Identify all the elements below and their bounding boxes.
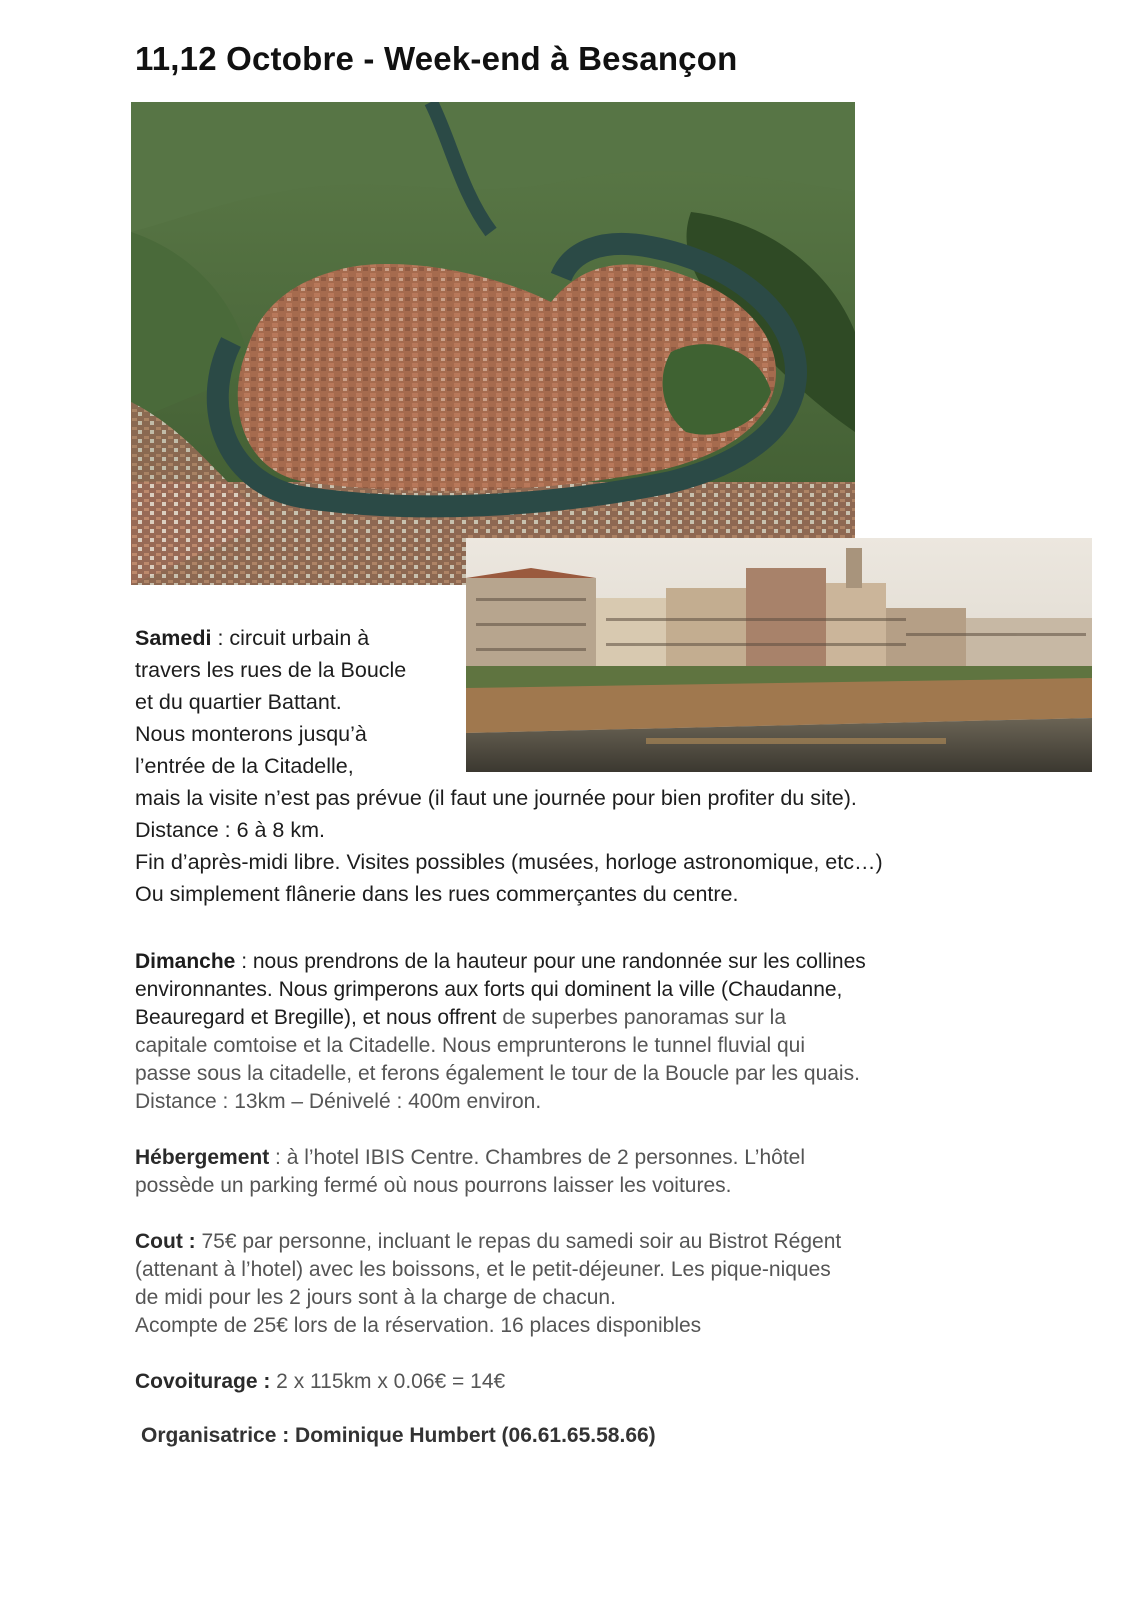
aerial-city-photo bbox=[131, 102, 855, 585]
hebergement-paragraph: Hébergement : à l’hotel IBIS Centre. Chambres de 2 personnes. L’hôtel possède un parking fermé où nous pourrons laisser les voitures. bbox=[135, 1146, 806, 1197]
cout-label: Cout : bbox=[135, 1230, 196, 1253]
samedi-paragraph-top: Samedi : circuit urbain à travers les rues de la Boucle et du quartier Battant. Nous monterons jusqu’à l’entrée de la Citadelle, bbox=[135, 626, 407, 778]
dimanche-paragraph: Dimanche : nous prendrons de la hauteur pour une randonnée sur les collines environnantes. Nous grimperons aux forts qui dominent la ville (Chaudanne, Beauregard et Bregille), et nous offrent de superbes panoramas sur la capitale comtoise et la Citadelle. Nous emprunterons le tunnel fluvial qui passe sous la citadelle, et ferons également le tour de la Boucle par les quais. Distance : 13km – Dénivelé : 400m environ. bbox=[135, 950, 866, 1113]
page-title: 11,12 Octobre - Week-end à Besançon bbox=[135, 40, 738, 77]
riverside-quay-photo bbox=[466, 538, 1092, 772]
samedi-label: Samedi bbox=[135, 626, 212, 650]
hebergement-label: Hébergement bbox=[135, 1146, 270, 1169]
samedi-paragraph-rest: mais la visite n’est pas prévue (il faut une journée pour bien profiter du site). Distance : 6 à 8 km. Fin d’après-midi libre. Visites possibles (musées, horloge astronomique, etc…) Ou simplement flânerie dans les rues commerçantes du centre. bbox=[135, 786, 883, 906]
cout-paragraph: Cout : 75€ par personne, incluant le repas du samedi soir au Bistrot Régent (attenant à l’hotel) avec les boissons, et le petit-déjeuner. Les pique-niques de midi pour les 2 jours sont à la charge de chacun. Acompte de 25€ lors de la réservation. 16 places disponibles bbox=[135, 1230, 842, 1337]
covoiturage-label: Covoiturage : bbox=[135, 1370, 271, 1393]
dimanche-label: Dimanche bbox=[135, 950, 236, 973]
organisatrice-line: Organisatrice : Dominique Humbert (06.61.65.58.66) bbox=[141, 1424, 656, 1447]
covoiturage-paragraph: Covoiturage : 2 x 115km x 0.06€ = 14€ bbox=[135, 1370, 506, 1393]
